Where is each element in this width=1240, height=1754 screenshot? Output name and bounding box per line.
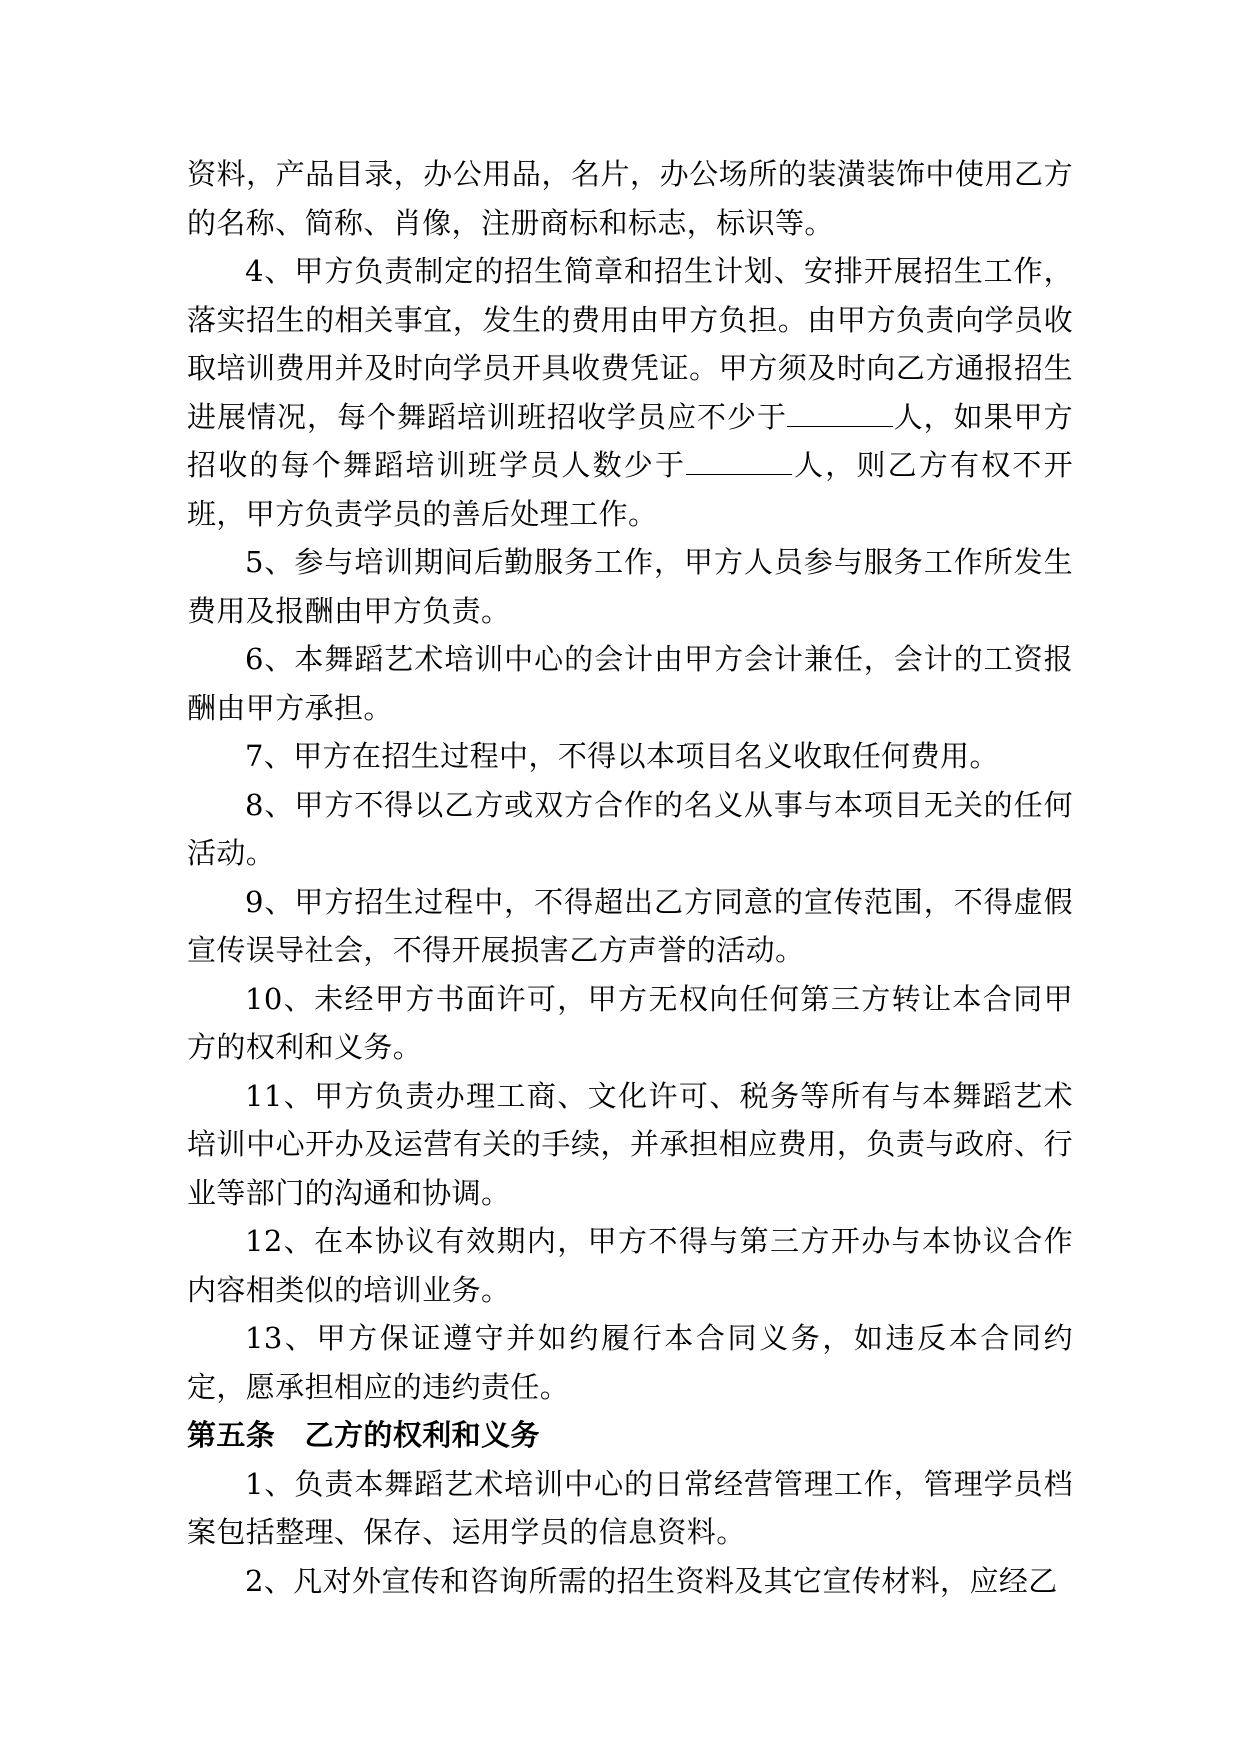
clause-4-text-a: 4、甲方负责制定的招生简章和招生计划、安排开展招生工作，落实招生的相关事宜，发生的费用由甲方负担。由甲方负责向学员收取培训费用并及时向学员开具收费凭证。甲方须及时向乙方通报招生进展情况，每个舞蹈培训班招收学员应不少于 (187, 254, 1073, 434)
clause-4-text-b: 人，如果甲方招收的每个舞蹈培训班学员人数少于 (187, 399, 1073, 482)
clause-13: 13、甲方保证遵守并如约履行本合同义务，如违反本合同约定，愿承担相应的违约责任。 (187, 1321, 1073, 1404)
article-5-clause-2: 2、凡对外宣传和咨询所需的招生资料及其它宣传材料，应经乙 (245, 1563, 1058, 1598)
clause-11: 11、甲方负责办理工商、文化许可、税务等所有与本舞蹈艺术培训中心开办及运营有关的手续，并承担相应费用，负责与政府、行业等部门的沟通和协调。 (187, 1078, 1073, 1210)
clause-12: 12、在本协议有效期内，甲方不得与第三方开办与本协议合作内容相类似的培训业务。 (187, 1224, 1073, 1307)
clause-10: 10、未经甲方书面许可，甲方无权向任何第三方转让本合同甲方的权利和义务。 (187, 981, 1073, 1064)
article-5-clause-1: 1、负责本舞蹈艺术培训中心的日常经营管理工作，管理学员档案包括整理、保存、运用学员的信息资料。 (187, 1466, 1073, 1549)
clause-8: 8、甲方不得以乙方或双方合作的名义从事与本项目无关的任何活动。 (187, 787, 1073, 870)
paragraph-continued: 资料，产品目录，办公用品，名片，办公场所的装潢装饰中使用乙方的名称、简称、肖像，注册商标和标志，标识等。 (187, 157, 1073, 240)
fill-in-blank-min-students[interactable] (787, 400, 893, 427)
clause-6: 6、本舞蹈艺术培训中心的会计由甲方会计兼任，会计的工资报酬由甲方承担。 (187, 642, 1073, 725)
section-heading-article-5: 第五条 乙方的权利和义务 (187, 1418, 540, 1452)
clause-5: 5、参与培训期间后勤服务工作，甲方人员参与服务工作所发生费用及报酬由甲方负责。 (187, 545, 1073, 628)
clause-7: 7、甲方在招生过程中，不得以本项目名义收取任何费用。 (245, 739, 999, 773)
clause-4-text-c: 人，则乙方有权不开班，甲方负责学员的善后处理工作。 (187, 448, 1073, 531)
document-page (187, 150, 1073, 1605)
fill-in-blank-threshold-students[interactable] (686, 448, 792, 475)
clause-4 (187, 247, 1073, 538)
clause-9: 9、甲方招生过程中，不得超出乙方同意的宣传范围，不得虚假宣传误导社会，不得开展损害乙方声誉的活动。 (187, 884, 1073, 967)
